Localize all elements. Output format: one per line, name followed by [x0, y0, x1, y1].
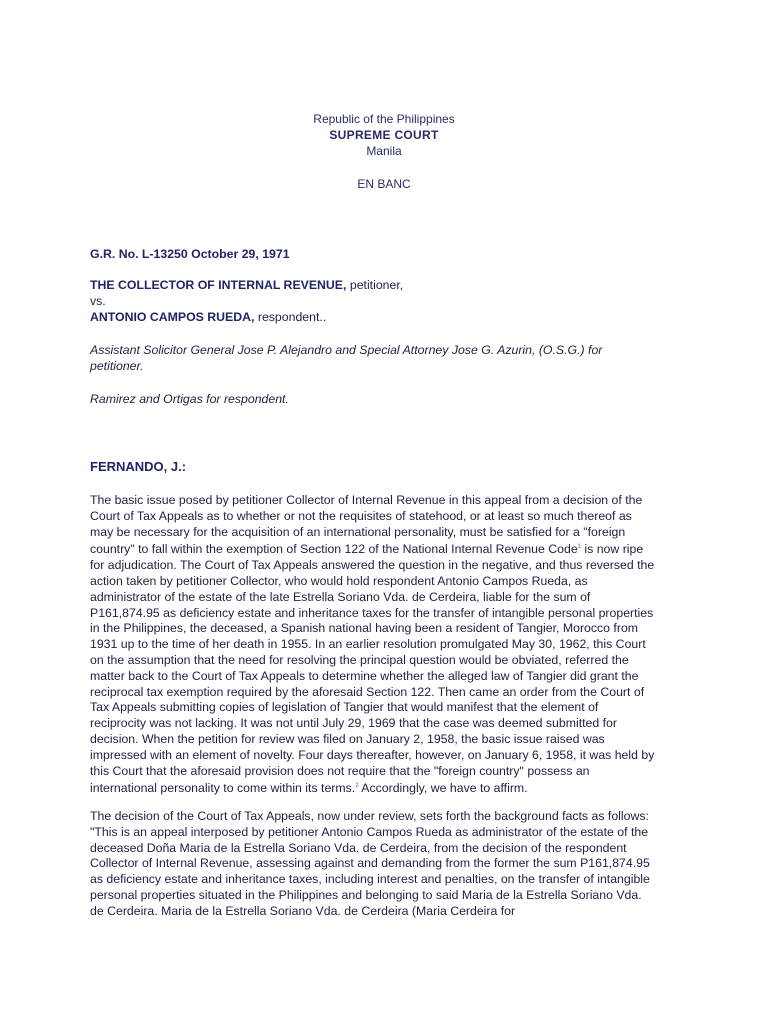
case-number-text: G.R. No. L-13250 October 29, 1971	[90, 247, 290, 261]
body-paragraph-2	[90, 809, 656, 949]
footnote-ref-2[interactable]: 2	[355, 783, 359, 790]
paragraph-2-text: The decision of the Court of Tax Appeals, now under review, sets forth the background facts as follows: "This is an appeal interposed by petitioner Antonio Campos Rueda as administrator of the estate of the deceased Doña Maria de la Estrella Soriano Vda. de Cerdeira, from the decision of the respondent Collector of Internal Revenue, assessing against and demanding from the former the sum P161,874.95 as deficiency estate and inheritance taxes, including interest and penalties, on the transfer of intangible personal properties situated in the Philippines and belonging to said Maria de la Estrella Soriano Vda. de Cerdeira. Maria de la Estrella Soriano Vda. de Cerdeira (Maria Cerdeira for	[90, 809, 650, 918]
ponente-name: FERNANDO, J.:	[90, 459, 187, 474]
respondent-role: respondent..	[254, 309, 327, 324]
petitioner-name: THE COLLECTOR OF INTERNAL REVENUE,	[90, 278, 347, 292]
petitioner-line	[90, 278, 656, 294]
case-number	[90, 247, 656, 263]
paragraph-1-part-a: The basic issue posed by petitioner Collector of Internal Revenue in this appeal from a decision of the Court of Tax Appeals as to whether or not the requisites of statehood, or at least so much thereof as may be necessary for the acquisition of an international personality, must be satisfied for a "foreign country" to fall within the exemption of Section 122 of the National Internal Revenue Code	[90, 493, 643, 557]
case-parties	[90, 278, 656, 325]
paragraph-1-part-c: Accordingly, we have to affirm.	[358, 781, 528, 796]
court-header	[0, 111, 768, 159]
republic-line: Republic of the Philippines	[313, 112, 455, 126]
body-paragraph-1	[90, 493, 656, 797]
petitioner-counsel: Assistant Solicitor General Jose P. Alejandro and Special Attorney Jose G. Azurin, (O.S.G.) for petitioner.	[90, 343, 603, 373]
versus-line: vs.	[90, 293, 106, 308]
respondent-counsel: Ramirez and Ortigas for respondent.	[90, 392, 289, 406]
paragraph-1-text	[90, 493, 656, 797]
ponente-line	[90, 459, 656, 476]
respondent-line	[90, 310, 656, 326]
court-name: SUPREME COURT	[329, 128, 439, 142]
court-city: Manila	[366, 144, 402, 158]
footnote-ref-1[interactable]: 1	[577, 544, 581, 551]
division-line	[0, 176, 768, 192]
petitioner-role: petitioner,	[346, 278, 404, 292]
paragraph-1-part-b: is now ripe for adjudication. The Court of Tax Appeals answered the question in the negative, and thus reversed the action taken by petitioner Collector, who would hold respondent Antonio Campos Rueda, as administrator of the estate of the late Estrella Soriano Vda. de Cerdeira, liable for the sum of P161,874.95 as deficiency estate and inheritance taxes for the transfer of intangible personal properties in the Philippines, the deceased, a Spanish national having been a resident of Tangier, Morocco from 1931 up to the time of her death in 1955. In an earlier resolution promulgated May 30, 1962, this Court on the assumption that the need for resolving the principal question would be obviated, referred the matter back to the Court of Tax Appeals to determine whether the alleged law of Tangier did grant the reciprocal tax exemption required by the aforesaid Section 122. Then came an order from the Court of Tax Appeals submitting copies of legislation of Tangier that would manifest that the element of reciprocity was not lacking. It was not until July 29, 1969 that the case was deemed submitted for decision. When the petition for review was filed on January 2, 1958, the basic issue raised was impressed with an element of novelty. Four days thereafter, however, on January 6, 1958, it was held by this Court that the aforesaid provision does not require that the "foreign country" possess an international personality to come within its terms.	[90, 542, 655, 796]
respondent-name: ANTONIO CAMPOS RUEDA,	[90, 309, 255, 324]
division-label: EN BANC	[357, 177, 411, 191]
